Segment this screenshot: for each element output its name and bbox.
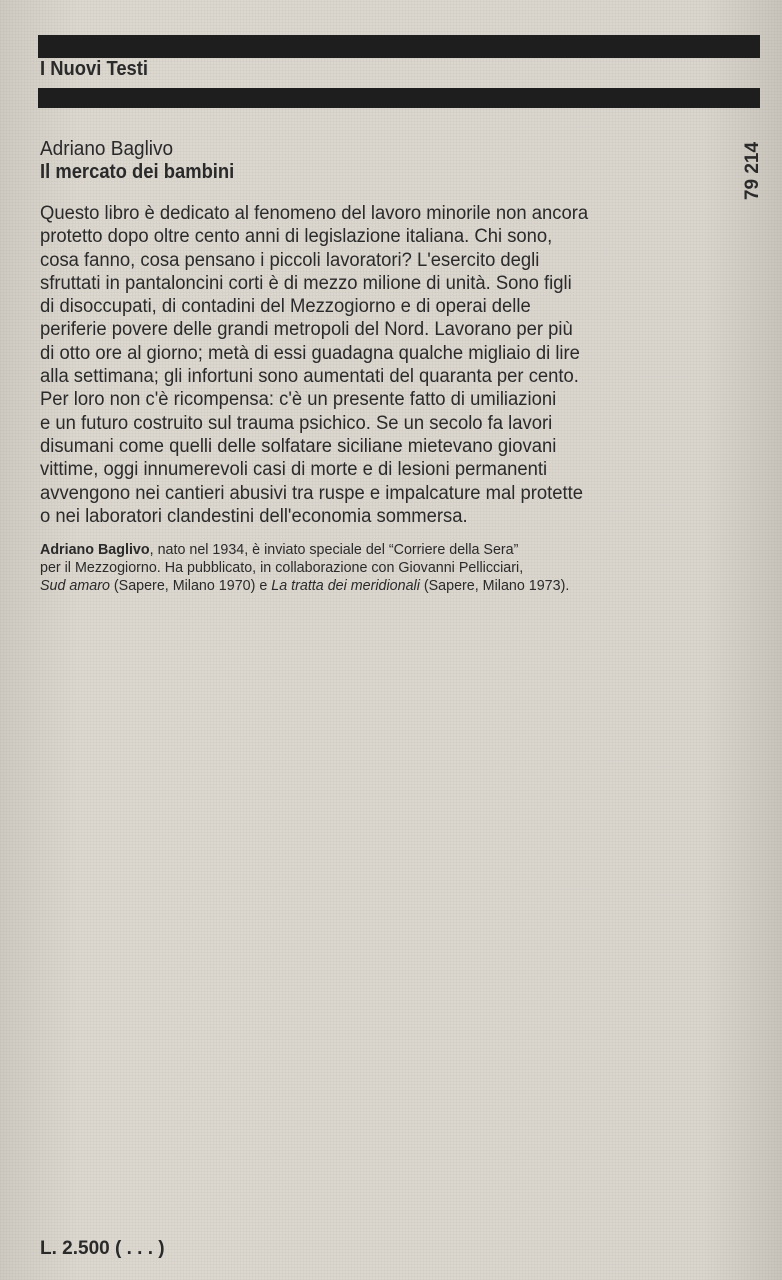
description-line: di disoccupati, di contadini del Mezzogiorno e di operai delle: [40, 296, 531, 318]
description-line: avvengono nei cantieri abusivi tra ruspe e impalcature mal protette: [40, 482, 583, 504]
description-line: cosa fanno, cosa pensano i piccoli lavoratori? L'esercito degli: [40, 249, 540, 271]
description-line: protetto dopo oltre cento anni di legislazione italiana. Chi sono,: [40, 226, 553, 248]
series-name: I Nuovi Testi: [40, 58, 149, 80]
description-line: vittime, oggi innumerevoli casi di morte e di lesioni permanenti: [40, 459, 548, 481]
bio-text: (Sapere, Milano 1970) e: [109, 578, 272, 594]
bio-book-title: Sud amaro: [40, 578, 110, 594]
description-line: o nei laboratori clandestini dell'economia sommersa.: [40, 505, 468, 527]
description-line: sfruttati in pantaloncini corti è di mezzo milione di unità. Sono figli: [40, 272, 572, 294]
book-author: Adriano Baglivo: [40, 138, 174, 160]
description-line: Questo libro è dedicato al fenomeno del lavoro minorile non ancora: [40, 203, 589, 224]
bottom-rule: [38, 88, 760, 108]
description: [40, 202, 605, 528]
bio-name: Adriano Baglivo: [40, 542, 150, 558]
description-line: disumani come quelli delle solfatare siciliane mietevano giovani: [40, 435, 557, 457]
bio-text: per il Mezzogiorno. Ha pubblicato, in collaborazione con Giovanni Pellicciari,: [40, 560, 524, 576]
catalog-code: 79 214: [742, 141, 763, 201]
bio-text: , nato nel 1934, è inviato speciale del “Corriere della Sera”: [149, 542, 519, 558]
author-bio: [40, 541, 569, 595]
top-rule: [38, 35, 760, 58]
description-line: Per loro non c'è ricompensa: c'è un presente fatto di umiliazioni: [40, 389, 557, 411]
bio-book-title: La tratta dei meridionali: [271, 578, 420, 594]
description-line: periferie povere delle grandi metropoli del Nord. Lavorano per più: [40, 319, 573, 341]
description-line: alla settimana; gli infortuni sono aumentati del quaranta per cento.: [40, 366, 579, 388]
description-line: di otto ore al giorno; metà di essi guadagna qualche migliaio di lire: [40, 342, 580, 364]
price: L. 2.500 ( . . . ): [40, 1238, 165, 1259]
book-title: Il mercato dei bambini: [40, 161, 235, 183]
description-line: e un futuro costruito sul trauma psichico. Se un secolo fa lavori: [40, 412, 553, 434]
bio-text: (Sapere, Milano 1973).: [419, 578, 570, 594]
